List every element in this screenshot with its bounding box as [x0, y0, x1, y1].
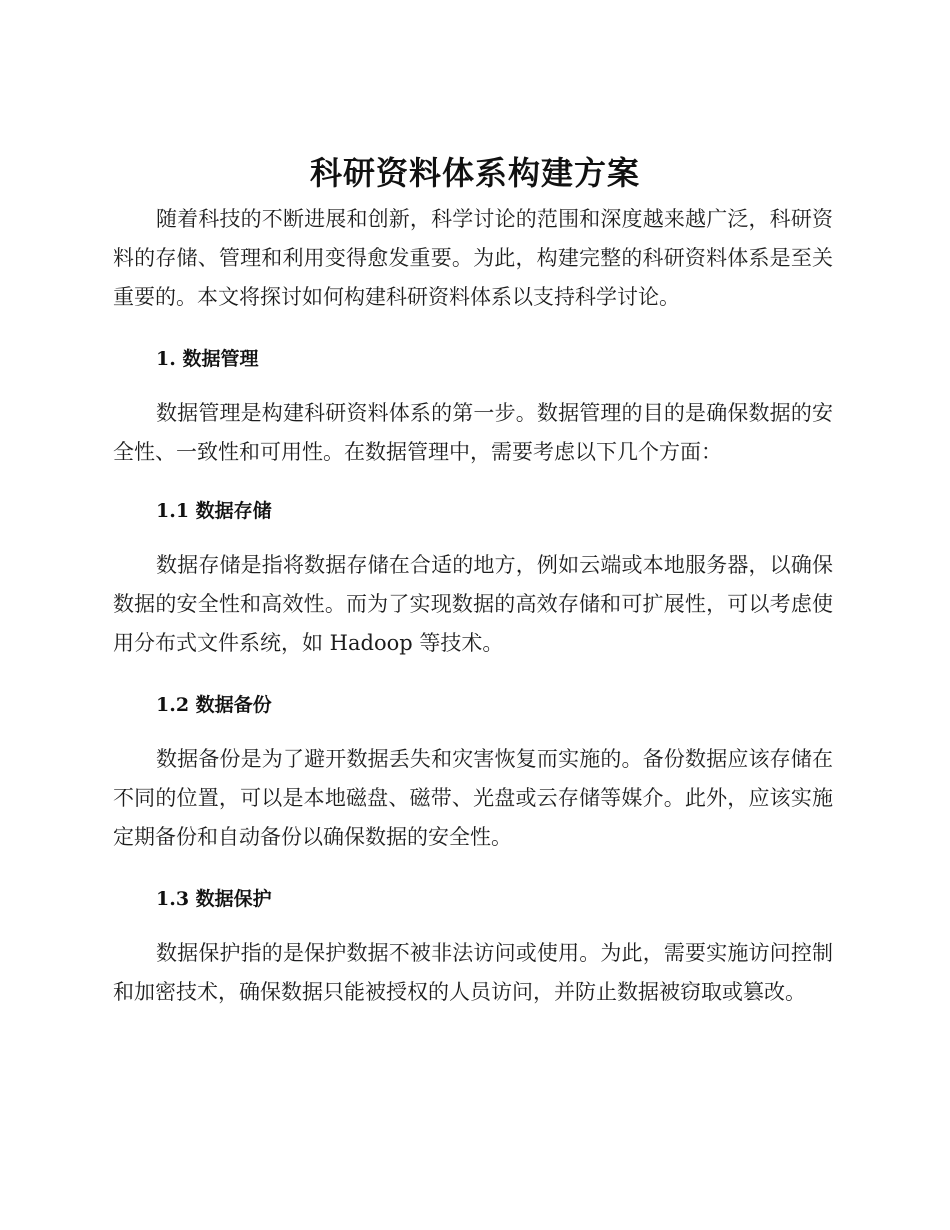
section-heading-data-backup: 1.2 数据备份 — [156, 694, 272, 716]
section-body-data-protection: 数据保护指的是保护数据不被非法访问或使用。为此，需要实施访问控制和加密技术，确保数据只能被授权的人员访问，并防止数据被窃取或篡改。 — [113, 941, 833, 1004]
section-body-data-management: 数据管理是构建科研资料体系的第一步。数据管理的目的是确保数据的安全性、一致性和可用性。在数据管理中，需要考虑以下几个方面： — [113, 401, 833, 464]
document-title: 科研资料体系构建方案 — [309, 154, 640, 192]
intro-paragraph: 随着科技的不断进展和创新，科学讨论的范围和深度越来越广泛，科研资料的存储、管理和利用变得愈发重要。为此，构建完整的科研资料体系是至关重要的。本文将探讨如何构建科研资料体系以支持科学讨论。 — [113, 207, 833, 309]
section-heading-data-management: 1. 数据管理 — [156, 348, 259, 370]
section-body-data-backup: 数据备份是为了避开数据丢失和灾害恢复而实施的。备份数据应该存储在不同的位置，可以是本地磁盘、磁带、光盘或云存储等媒介。此外，应该实施定期备份和自动备份以确保数据的安全性。 — [113, 747, 833, 849]
section-heading-data-storage: 1.1 数据存储 — [156, 500, 272, 522]
section-body-data-storage: 数据存储是指将数据存储在合适的地方，例如云端或本地服务器，以确保数据的安全性和高效性。而为了实现数据的高效存储和可扩展性，可以考虑使用分布式文件系统，如 Hadoop 等技术。 — [113, 553, 833, 655]
section-heading-data-protection: 1.3 数据保护 — [156, 888, 272, 910]
